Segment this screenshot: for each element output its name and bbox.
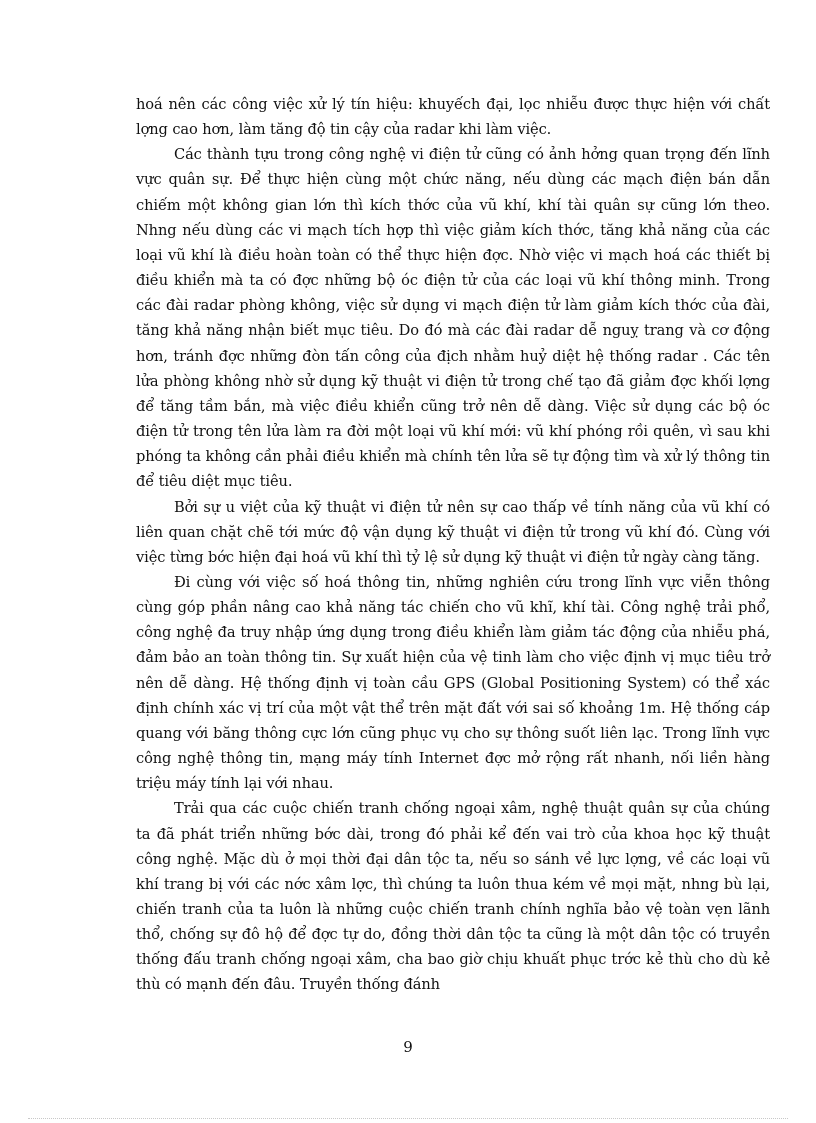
page-number: 9 [403, 1038, 413, 1056]
document-body [136, 92, 770, 998]
paragraph-telecommunications: Đi cùng với việc số hoá thông tin, những nghiên cứu trong lĩnh vực viễn thông cùng góp phần nâng cao khả năng tác chiến cho vũ khĩ, khí tài. Công nghệ trải phổ, công nghệ đa truy nhập ứng dụng trong điều khiển làm giảm tác động của nhiễu phá, đảm bảo an toàn thông tin. Sự xuất hiện của vệ tinh làm cho việc định vị mục tiêu trở nên dễ dàng. Hệ thống định vị toàn cầu GPS (Global Positioning System) có thể xác định chính xác vị trí của một vật thể trên mặt đất với sai số khoảng 1m. Hệ thống cáp quang với băng thông cực lớn cũng phục vụ cho sự thông suốt liên lạc. Trong lĩnh vực công nghệ thông tin, mạng máy tính Internet đợc mở rộng rất nhanh, nối liền hàng triệu máy tính lại với nhau. [136, 573, 770, 793]
paragraph-weapon-performance: Bởi sự u việt của kỹ thuật vi điện tử nên sự cao thấp về tính năng của vũ khí có liên quan chặt chẽ tới mức độ vận dụng kỹ thuật vi điện tử trong vũ khí đó. Cùng với việc từng bớc hiện đại hoá vũ khí thì tỷ lệ sử dụng kỹ thuật vi điện tử ngày càng tăng. [136, 498, 770, 566]
paragraph-military-history: Trải qua các cuộc chiến tranh chống ngoại xâm, nghệ thuật quân sự của chúng ta đã phát triển những bớc dài, trong đó phải kể đến vai trò của khoa học kỹ thuật công nghệ. Mặc dù ở mọi thời đại dân tộc ta, nếu so sánh về lực lợng, về các loại vũ khí trang bị với các nớc xâm lợc, thì chúng ta luôn thua kém về mọi mặt, nhng bù lại, chiến tranh của ta luôn là những cuộc chiến tranh chính nghĩa bảo vệ toàn vẹn lãnh thổ, chống sự đô hộ để đợc tự do, đồng thời dân tộc ta cũng là một dân tộc có truyền thống đấu tranh chống ngoại xâm, cha bao giờ chịu khuất phục trớc kẻ thù cho dù kẻ thù có mạnh đến đâu. Truyền thống đánh [136, 800, 770, 994]
paragraph-microelectronics: Các thành tựu trong công nghệ vi điện tử cũng có ảnh hởng quan trọng đến lĩnh vực quân sự. Để thực hiện cùng một chức năng, nếu dùng các mạch điện bán dẫn chiếm một không gian lớn thì kích thớc của vũ khí, khí tài quân sự cũng lớn theo. Nhng nếu dùng các vi mạch tích hợp thì việc giảm kích thớc, tăng khả năng của các loại vũ khí là điều hoàn toàn có thể thực hiện đợc. Nhờ việc vi mạch hoá các thiết bị điều khiển mà ta có đợc những bộ óc điện tử của các loại vũ khí thông minh. Trong các đài radar phòng không, việc sử dụng vi mạch điện tử làm giảm kích thớc của đài, tăng khả năng nhận biết mục tiêu. Do đó mà các đài radar dễ nguỵ trang và cơ động hơn, tránh đợc những đòn tấn công của địch nhằm huỷ diệt hệ thống radar . Các tên lửa phòng không nhờ sử dụng kỹ thuật vi điện tử trong chế tạo đã giảm đợc khối lợng để tăng tầm bắn, mà việc điều khiển cũng trở nên dễ dàng. Việc sử dụng các bộ óc điện tử trong tên lửa làm ra đời một loại vũ khí mới: vũ khí phóng rồi quên, vì sau khi phóng ta không cần phải điều khiển mà chính tên lửa sẽ tự động tìm và xử lý thông tin để tiêu diệt mục tiêu. [136, 146, 770, 491]
paragraph-continuation: hoá nên các công việc xử lý tín hiệu: khuyếch đại, lọc nhiễu được thực hiện với chất lợng cao hơn, làm tăng độ tin cậy của radar khi làm việc. [136, 96, 770, 139]
footer-divider [28, 1118, 788, 1119]
